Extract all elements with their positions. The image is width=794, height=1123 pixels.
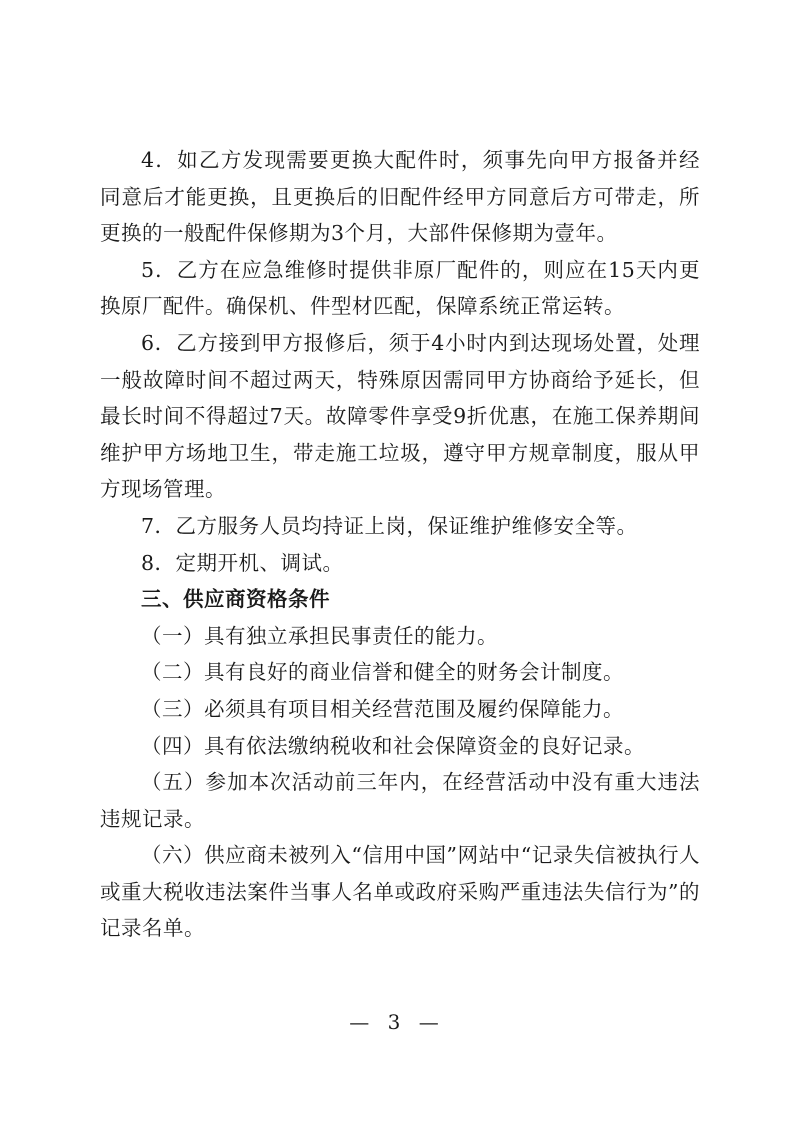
clause-6: 6．乙方接到甲方报修后，须于4小时内到达现场处置，处理一般故障时间不超过两天，特殊原因需同甲方协商给予延长，但最长时间不得超过7天。故障零件享受9折优惠，在施工保养期间维护甲方场地卫生，带走施工垃圾，遵守甲方规章制度，服从甲方现场管理。	[100, 330, 700, 502]
qualification-1: （一）具有独立承担民事责任的能力。	[141, 623, 498, 648]
qualification-4: （四）具有依法缴纳税收和社会保障资金的良好记录。	[141, 733, 645, 758]
page-number: — 3 —	[349, 1010, 445, 1034]
clause-7: 7．乙方服务人员均持证上岗，保证维护维修安全等。	[141, 513, 638, 538]
clause-4: 4．如乙方发现需要更换大配件时，须事先向甲方报备并经同意后才能更换，且更换后的旧配件经甲方同意后方可带走，所更换的一般配件保修期为3个月，大部件保修期为壹年。	[100, 148, 700, 246]
section-heading: 三、供应商资格条件	[141, 587, 330, 612]
clause-8: 8．定期开机、调试。	[141, 550, 344, 575]
qualification-6: （六）供应商未被列入“信用中国”网站中“记录失信被执行人或重大税收违法案件当事人名单或政府采购严重违法失信行为”的记录名单。	[100, 843, 700, 941]
clause-5: 5．乙方在应急维修时提供非原厂配件的，则应在15天内更换原厂配件。确保机、件型材匹配，保障系统正常运转。	[100, 257, 700, 319]
qualification-2: （二）具有良好的商业信誉和健全的财务会计制度。	[141, 660, 624, 685]
qualification-3: （三）必须具有项目相关经营范围及履约保障能力。	[141, 696, 624, 721]
qualification-5: （五）参加本次活动前三年内，在经营活动中没有重大违法违规记录。	[100, 770, 700, 831]
document-body	[100, 142, 700, 947]
